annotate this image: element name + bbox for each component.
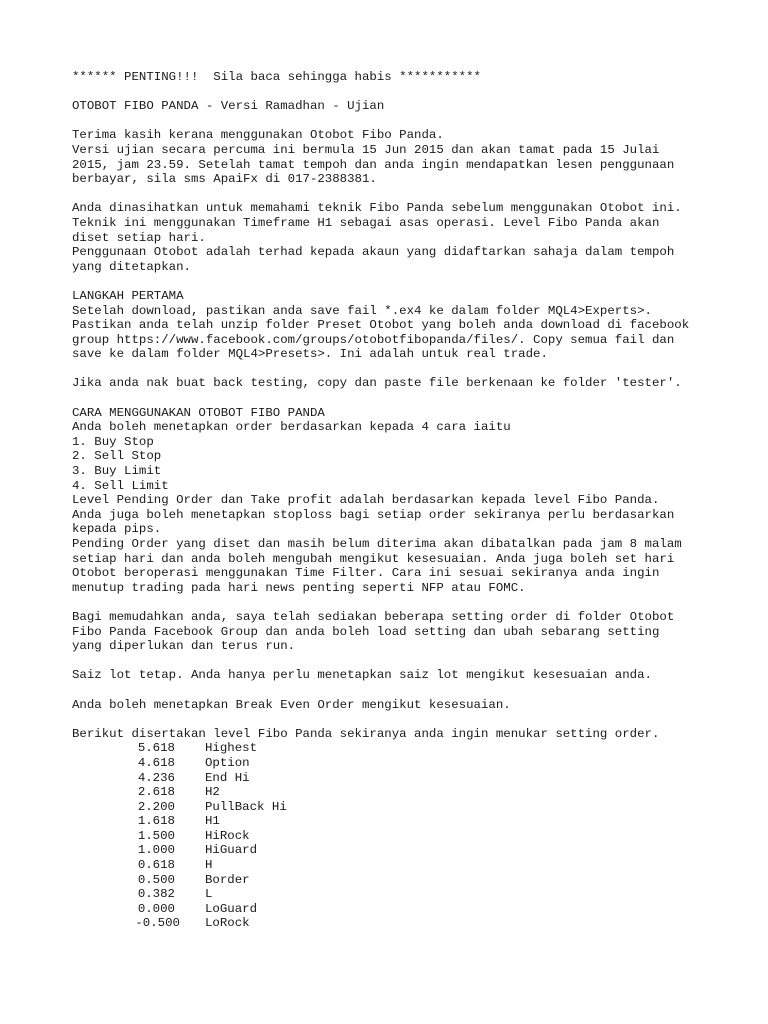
advice-line: Anda dinasihatkan untuk memahami teknik Fibo Panda sebelum menggunakan Otobot ini. xyxy=(72,201,682,216)
fibo-level-value: 2.200 xyxy=(137,799,175,814)
fibo-level-value: 4.618 xyxy=(137,755,175,770)
advice-line: yang ditetapkan. xyxy=(72,259,191,274)
intro-line: Terima kasih kerana menggunakan Otobot Fibo Panda. xyxy=(72,128,444,143)
step-one-line: save ke dalam folder MQL4>Presets>. Ini adalah untuk real trade. xyxy=(72,347,548,362)
fibo-level-name: Highest xyxy=(205,741,258,756)
fibo-level-name: HiRock xyxy=(205,828,250,843)
fibo-level-value: 0.618 xyxy=(137,858,175,873)
lot-line: Saiz lot tetap. Anda hanya perlu menetapkan saiz lot mengikut kesesuaian anda. xyxy=(72,668,652,683)
usage-line: menutup trading pada hari news penting seperti NFP atau FOMC. xyxy=(72,580,526,595)
fibo-level-row xyxy=(72,916,732,931)
fibo-level-name: Option xyxy=(205,755,250,770)
paragraph-gap xyxy=(72,85,732,100)
advice-line: Penggunaan Otobot adalah terhad kepada akaun yang didaftarkan sahaja dalam tempoh xyxy=(72,245,675,260)
advice-paragraph xyxy=(72,201,732,274)
document-body xyxy=(72,70,732,931)
usage-line: Anda juga boleh menetapkan stoploss bagi setiap order sekiranya perlu berdasarkan xyxy=(72,507,675,522)
paragraph-gap xyxy=(72,362,732,377)
fibo-level-row xyxy=(72,829,732,844)
intro-line: Versi ujian secara percuma ini bermula 15 Jun 2015 dan akan tamat pada 15 Julai xyxy=(72,142,660,157)
usage-line: Level Pending Order dan Take profit adalah berdasarkan kepada level Fibo Panda. xyxy=(72,493,660,508)
fibo-level-name: End Hi xyxy=(205,770,250,785)
fibo-level-value: 0.382 xyxy=(137,887,175,902)
paragraph-gap xyxy=(72,683,732,698)
usage-line: Anda boleh menetapkan order berdasarkan kepada 4 cara iaitu xyxy=(72,420,511,435)
fibo-level-value: 5.618 xyxy=(137,741,175,756)
fibo-level-value: 1.618 xyxy=(137,814,175,829)
paragraph-gap xyxy=(72,595,732,610)
paragraph-gap xyxy=(72,114,732,129)
usage-line: setiap hari dan anda boleh mengubah mengikut kesesuaian. Anda juga boleh set hari xyxy=(72,551,675,566)
fibo-level-name: H xyxy=(205,858,213,873)
usage-list-item: 4. Sell Limit xyxy=(72,478,169,493)
fibo-level-row xyxy=(72,785,732,800)
intro-line: berbayar, sila sms ApaiFx di 017-2388381. xyxy=(72,172,377,187)
paragraph-gap xyxy=(72,712,732,727)
notice-heading: ****** PENTING!!! Sila baca sehingga habis *********** xyxy=(72,70,481,84)
fibo-level-row xyxy=(72,887,732,902)
fibo-level-value: 2.618 xyxy=(137,785,175,800)
fibo-level-value: 1.500 xyxy=(137,828,175,843)
usage-list-item: 2. Sell Stop xyxy=(72,449,162,464)
settings-line: Bagi memudahkan anda, saya telah sediakan beberapa setting order di folder Otobot xyxy=(72,609,675,624)
fibo-level-name: Border xyxy=(205,872,250,887)
usage-line: kepada pips. xyxy=(72,522,162,537)
usage-line: Pending Order yang diset dan masih belum diterima akan dibatalkan pada jam 8 malam xyxy=(72,537,682,551)
fibo-level-row xyxy=(72,902,732,917)
fibo-level-row xyxy=(72,873,732,888)
fibo-levels-table xyxy=(72,741,732,931)
fibo-level-value: 4.236 xyxy=(137,770,175,785)
settings-line: Fibo Panda Facebook Group dan anda boleh load setting dan ubah sebarang setting xyxy=(72,624,660,639)
usage-list-item: 3. Buy Limit xyxy=(72,464,162,479)
fibo-level-value: 0.000 xyxy=(137,901,175,916)
fibo-level-row xyxy=(72,741,732,756)
fibo-level-name: LoRock xyxy=(205,916,250,931)
fibo-level-name: LoGuard xyxy=(205,901,258,916)
step-one-heading: LANGKAH PERTAMA xyxy=(72,288,184,303)
step-one-section xyxy=(72,289,732,362)
usage-line: Otobot beroperasi menggunakan Time Filter. Cara ini sesuai sekiranya anda ingin xyxy=(72,566,660,581)
fibo-level-row xyxy=(72,771,732,786)
intro-paragraph xyxy=(72,128,732,186)
fibo-level-row xyxy=(72,843,732,858)
paragraph-gap xyxy=(72,274,732,289)
fibo-level-row xyxy=(72,756,732,771)
fibo-level-value: 1.000 xyxy=(137,843,175,858)
settings-paragraph xyxy=(72,610,732,654)
paragraph-gap xyxy=(72,654,732,669)
step-one-line: group https://www.facebook.com/groups/otobotfibopanda/files/. Copy semua fail dan xyxy=(72,332,675,347)
fibo-level-row xyxy=(72,814,732,829)
paragraph-gap xyxy=(72,391,732,406)
levels-intro: Berikut disertakan level Fibo Panda sekiranya anda ingin menukar setting order. xyxy=(72,726,660,741)
usage-section xyxy=(72,406,732,596)
backtest-line: Jika anda nak buat back testing, copy dan paste file berkenaan ke folder 'tester'. xyxy=(72,376,682,391)
fibo-level-value: -0.500 xyxy=(135,916,180,931)
breakeven-line: Anda boleh menetapkan Break Even Order mengikut kesesuaian. xyxy=(72,697,511,712)
fibo-level-name: PullBack Hi xyxy=(205,799,287,814)
document-title: OTOBOT FIBO PANDA - Versi Ramadhan - Ujian xyxy=(72,99,385,114)
paragraph-gap xyxy=(72,187,732,202)
advice-line: diset setiap hari. xyxy=(72,230,206,245)
fibo-level-row xyxy=(72,858,732,873)
fibo-level-row xyxy=(72,800,732,815)
fibo-level-name: L xyxy=(205,887,213,902)
fibo-level-value: 0.500 xyxy=(137,872,175,887)
fibo-level-name: HiGuard xyxy=(205,843,258,858)
fibo-level-name: H2 xyxy=(205,785,220,800)
step-one-line: Pastikan anda telah unzip folder Preset Otobot yang boleh anda download di facebook xyxy=(72,318,690,333)
step-one-line: Setelah download, pastikan anda save fail *.ex4 ke dalam folder MQL4>Experts>. xyxy=(72,303,652,318)
usage-heading: CARA MENGGUNAKAN OTOBOT FIBO PANDA xyxy=(72,405,325,420)
advice-line: Teknik ini menggunakan Timeframe H1 sebagai asas operasi. Level Fibo Panda akan xyxy=(72,215,660,230)
usage-list-item: 1. Buy Stop xyxy=(72,434,154,449)
intro-line: 2015, jam 23.59. Setelah tamat tempoh dan anda ingin mendapatkan lesen penggunaan xyxy=(72,157,675,172)
settings-line: yang diperlukan dan terus run. xyxy=(72,639,296,654)
fibo-level-name: H1 xyxy=(205,814,220,829)
